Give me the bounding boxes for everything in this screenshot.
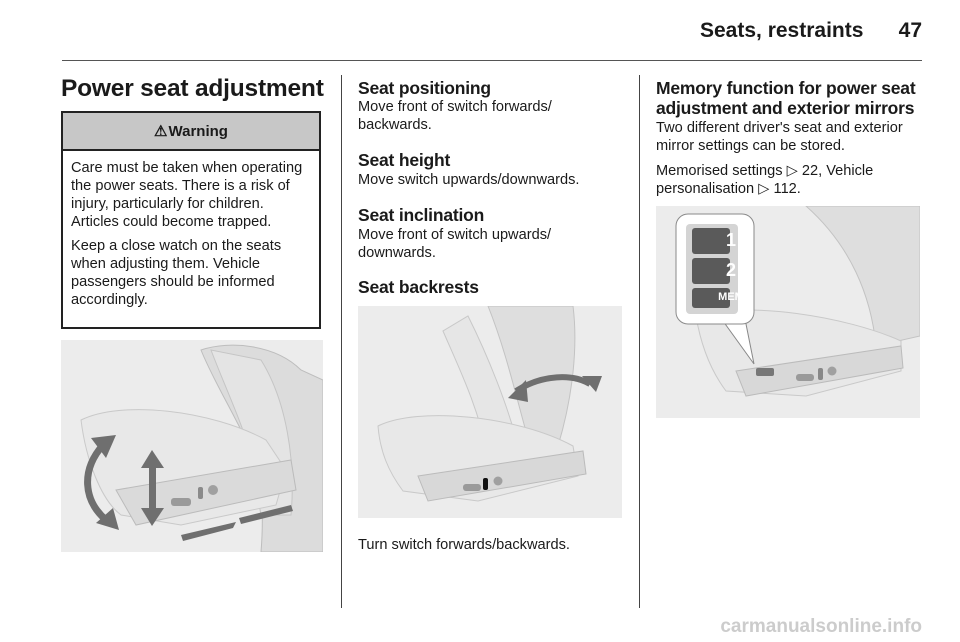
page-number: 47 [898,19,922,42]
memory-function-illustration [656,206,920,418]
running-header-title: Seats, restraints [700,19,864,42]
text-seat-positioning: Move front of switch forwards/ backwards. [358,99,552,133]
caption-seat-backrests: Turn switch forwards/backwards. [358,537,570,553]
warning-body [63,151,319,309]
reference-link[interactable]: 112. [773,181,801,197]
text-memory: Two different driver's seat and exterior mirror settings can be stored. [656,120,903,154]
heading-memory-line1: Memory function for power seat [656,78,916,98]
reference-link[interactable]: 22, Vehicle [801,163,874,179]
watermark: carmanualsonline.info [720,616,922,637]
column-divider [639,75,640,608]
memory-references [656,162,926,198]
reference-label: Memorised settings [656,163,783,179]
warning-header [63,113,319,151]
memory-button-1: 1 [725,230,736,250]
header-rule [62,60,922,61]
heading-seat-backrests: Seat backrests [358,277,479,297]
warning-box [61,111,321,329]
heading-seat-positioning: Seat positioning [358,78,491,98]
seat-adjustment-illustration [61,340,323,552]
text-seat-inclination: Move front of switch upwards/ downwards. [358,227,552,261]
reference-label: personalisation [656,181,755,197]
memory-button-mem: MEM [718,291,744,303]
heading-seat-height: Seat height [358,150,451,170]
memory-button-2: 2 [725,260,736,280]
page-reference-icon: ▷ [758,181,770,197]
heading-memory-line2: adjustment and exterior mirrors [656,98,915,118]
section-title: Power seat adjustment [61,75,324,102]
page-reference-icon: ▷ [786,163,798,179]
text-seat-height: Move switch upwards/downwards. [358,172,580,188]
seat-backrest-illustration [358,306,622,518]
warning-triangle-icon: ⚠ [154,123,168,140]
warning-label: Warning [168,122,228,140]
warning-paragraph: Keep a close watch on the seats when adjusting them. Vehicle passengers should be informed accordingly. [71,238,282,308]
warning-paragraph: Care must be taken when operating the power seats. There is a risk of injury, particularly for children. Articles could become trapped. [71,160,303,230]
column-divider [341,75,342,608]
heading-seat-inclination: Seat inclination [358,205,485,225]
